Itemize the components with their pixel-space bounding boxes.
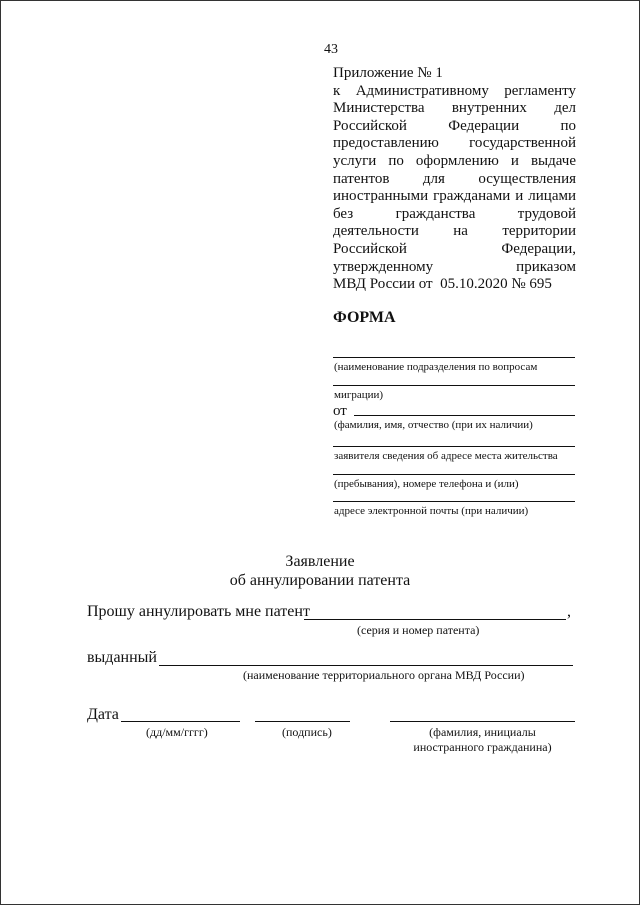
appendix-line: Министерства внутренних дел [333, 100, 576, 117]
appendix-line: Приложение № 1 [333, 65, 443, 81]
statement-title [0, 552, 640, 590]
appendix-line: Российской Федерации, [333, 240, 576, 257]
appendix-line: предоставлению государственной [333, 135, 576, 152]
applicant-address-caption: заявителя сведения об адресе места жительства [334, 450, 558, 462]
applicant-name-caption: (фамилия, имя, отчество (при их наличии) [334, 419, 533, 431]
appendix-line: к Административному регламенту [333, 82, 576, 99]
appendix-line: иностранными гражданами и лицами [333, 188, 576, 205]
signature-caption: (подпись) [282, 725, 332, 739]
issuing-authority-line[interactable] [159, 665, 573, 666]
name-caption-line-1: (фамилия, инициалы [429, 725, 536, 739]
statement-title-line-1: Заявление [285, 553, 355, 570]
patent-number-line[interactable] [304, 619, 566, 620]
order-date: 05.10.2020 [440, 276, 508, 293]
patent-number-caption: (серия и номер патента) [357, 623, 480, 637]
page-number: 43 [324, 42, 338, 57]
signature-line[interactable] [255, 721, 350, 722]
applicant-email-line[interactable] [333, 501, 575, 502]
appendix-line: без гражданства трудовой [333, 205, 576, 222]
order-number: № 695 [511, 276, 552, 293]
date-label: Дата [87, 706, 119, 723]
applicant-phone-caption: (пребывания), номере телефона и (или) [334, 478, 519, 490]
applicant-name-line[interactable] [354, 415, 575, 416]
issued-label: выданный [87, 649, 157, 666]
applicant-address-line[interactable] [333, 446, 575, 447]
date-line[interactable] [121, 721, 240, 722]
appendix-line: Российской Федерации по [333, 117, 576, 134]
form-label: ФОРМА [333, 309, 396, 326]
appendix-line: утвержденному приказом [333, 258, 576, 275]
date-caption: (дд/мм/гггг) [146, 725, 208, 739]
name-caption-line-2: иностранного гражданина) [413, 740, 552, 754]
appendix-order-line [333, 276, 576, 294]
name-line[interactable] [390, 721, 575, 722]
appendix-line: услуги по оформлению и выдаче [333, 152, 576, 169]
appendix-line: МВД России от [333, 276, 433, 293]
division-name-caption-2: миграции) [334, 389, 384, 401]
request-text: Прошу аннулировать мне патент [87, 603, 310, 620]
statement-title-line-2: об аннулировании патента [229, 572, 411, 589]
division-name-caption: (наименование подразделения по вопросам [334, 361, 538, 373]
division-name-line[interactable] [333, 357, 575, 358]
appendix-block [333, 65, 576, 294]
request-end-comma: , [567, 603, 571, 620]
issuing-authority-caption: (наименование территориального органа МВД России) [243, 668, 525, 682]
from-label: от [333, 403, 347, 419]
applicant-email-caption: адресе электронной почты (при наличии) [334, 505, 529, 517]
name-caption [390, 725, 575, 755]
applicant-phone-line[interactable] [333, 474, 575, 475]
division-name-line-2[interactable] [333, 385, 575, 386]
appendix-line: патентов для осуществления [333, 170, 576, 187]
appendix-line: деятельности на территории [333, 223, 576, 240]
